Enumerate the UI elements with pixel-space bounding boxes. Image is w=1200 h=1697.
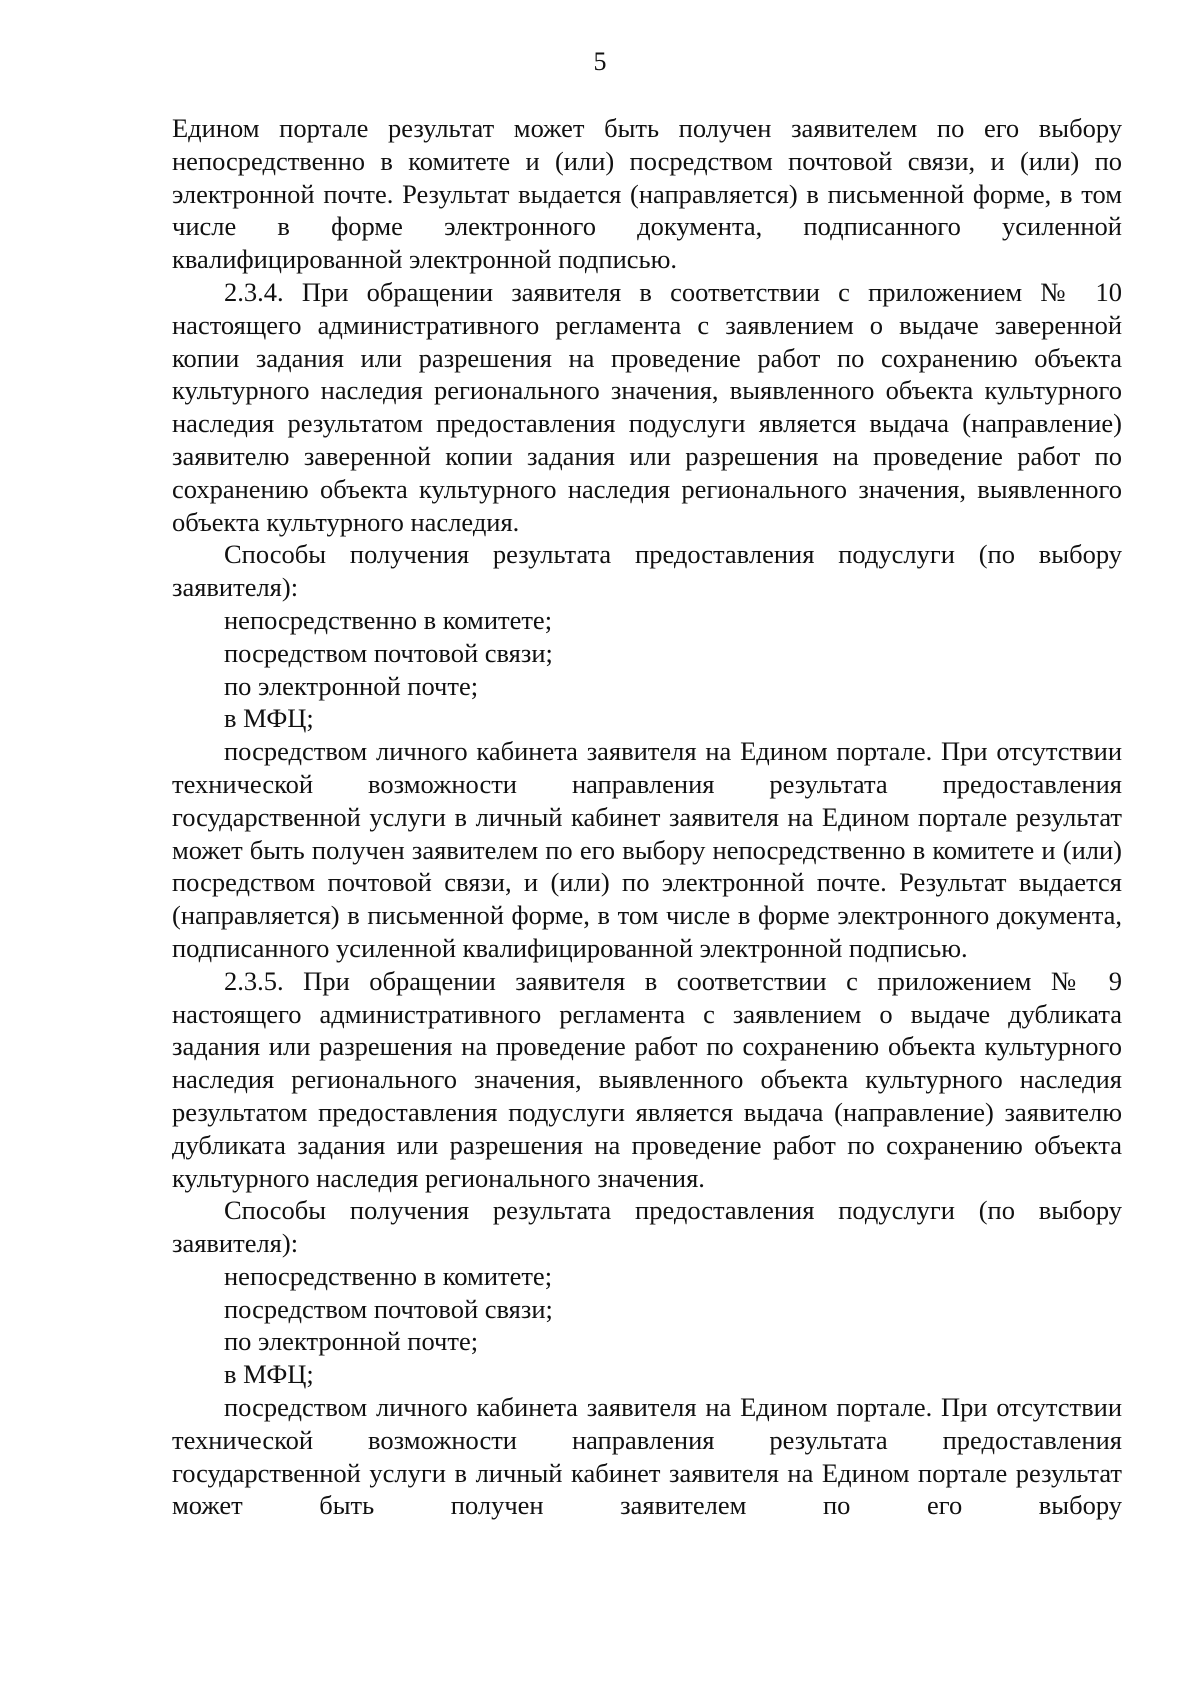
list-item: непосредственно в комитете; — [224, 1260, 553, 1291]
list-item: посредством почтовой связи; — [224, 1293, 553, 1324]
paragraph-methods-heading: Способы получения результата предоставления подуслуги (по выбору заявителя): — [172, 1195, 1122, 1259]
list-item: в МФЦ; — [224, 703, 314, 734]
list-item: по электронной почте; — [224, 670, 479, 701]
list-item: по электронной почте; — [224, 1326, 479, 1357]
paragraph-methods-heading: Способы получения результата предоставления подуслуги (по выбору заявителя): — [172, 539, 1122, 603]
list-item: посредством почтовой связи; — [224, 637, 553, 668]
list-item: в МФЦ; — [224, 1359, 314, 1390]
list-item: непосредственно в комитете; — [224, 604, 553, 635]
paragraph-personal-cabinet-continued: посредством личного кабинета заявителя на Едином портале. При отсутствии технической возможности направления результата предоставления государственной услуги в личный кабинет заявителя на Едином портале результат может быть получен заявителем по его выбору — [172, 1392, 1122, 1521]
document-body — [172, 112, 1122, 1522]
paragraph-personal-cabinet: посредством личного кабинета заявителя на Едином портале. При отсутствии технической возможности направления результата предоставления государственной услуги в личный кабинет заявителя на Едином портале результат может быть получен заявителем по его выбору непосредственно в комитете и (или) посредством почтовой связи, и (или) по электронной почте. Результат выдается (направляется) в письменной форме, в том числе в форме электронного документа, подписанного усиленной квалифицированной электронной подписью. — [172, 736, 1122, 963]
paragraph-continuation: Едином портале результат может быть получен заявителем по его выбору непосредственно в комитете и (или) посредством почтовой связи, и (или) по электронной почте. Результат выдается (направляется) в письменной форме, в том числе в форме электронного документа, подписанного усиленной квалифицированной электронной подписью. — [172, 113, 1122, 275]
page-number: 5 — [593, 47, 607, 76]
paragraph-2-3-4: 2.3.4. При обращении заявителя в соответствии с приложением № 10 настоящего административного регламента с заявлением о выдаче заверенной копии задания или разрешения на проведение работ по сохранению объекта культурного наследия регионального значения, выявленного объекта культурного наследия результатом предоставления подуслуги является выдача (направление) заявителю заверенной копии задания или разрешения на проведение работ по сохранению объекта культурного наследия регионального значения, выявленного объекта культурного наследия. — [172, 276, 1122, 537]
paragraph-2-3-5: 2.3.5. При обращении заявителя в соответствии с приложением № 9 настоящего административного регламента с заявлением о выдаче дубликата задания или разрешения на проведение работ по сохранению объекта культурного наследия регионального значения, выявленного объекта культурного наследия результатом предоставления подуслуги является выдача (направление) заявителю дубликата задания или разрешения на проведение работ по сохранению объекта культурного наследия регионального значения. — [172, 965, 1122, 1193]
